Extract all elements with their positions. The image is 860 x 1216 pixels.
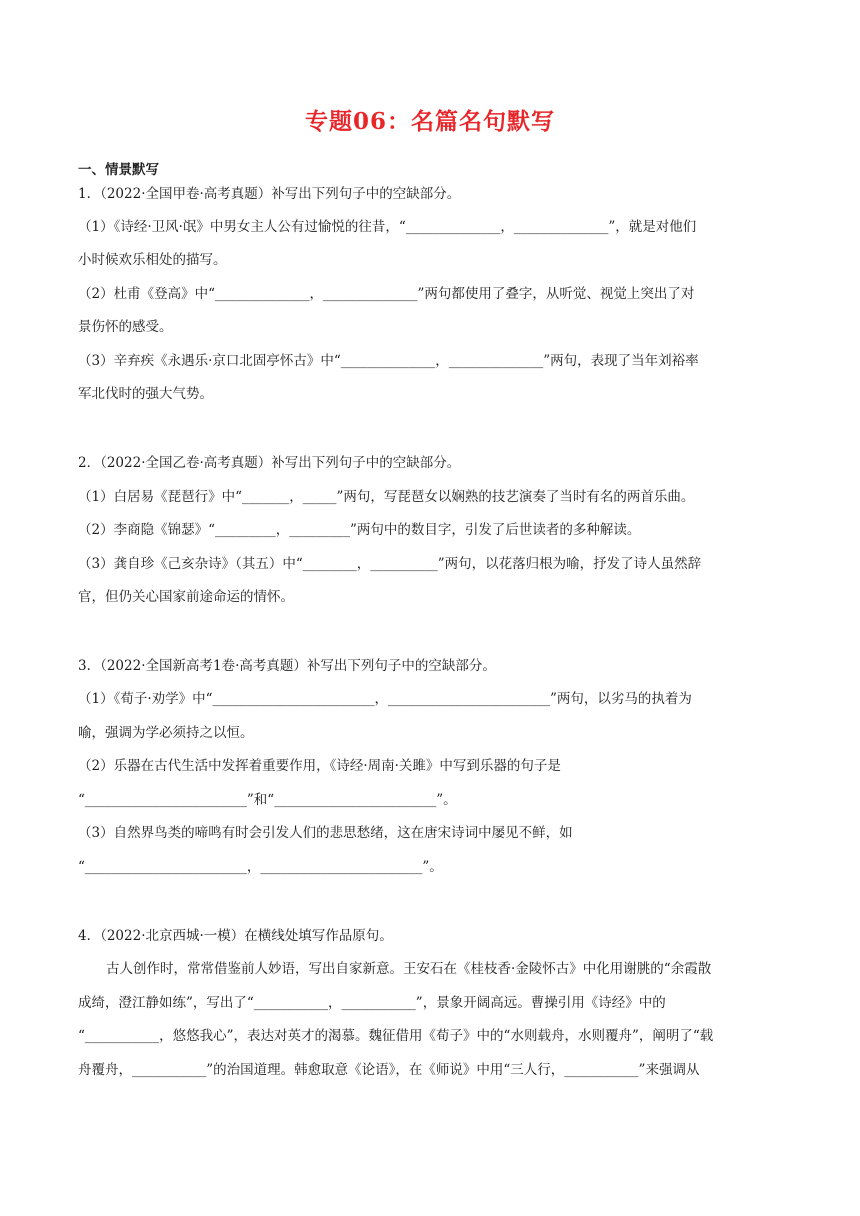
question-1-part-2: （2）杜甫《登高》中“______________，______________”两句都使用了叠字，从听觉、视觉上突出了对 — [78, 286, 695, 302]
question-2-part-2: （2）李商隐《锦瑟》“_________，_________”两句中的数目字，引发了后世读者的多种解读。 — [78, 522, 641, 538]
question-2-part-3: （3）龚自珍《己亥杂诗》（其五）中“________，__________”两句，以花落归根为喻，抒发了诗人虽然辞 — [78, 556, 702, 572]
question-4-passage-line-3: “___________，悠悠我心”，表达对英才的渴慕。魏征借用《荀子》中的“水则载舟，水则覆舟”，阐明了“载 — [78, 1028, 714, 1044]
question-3-part-3: （3）自然界鸟类的啼鸣有时会引发人们的悲思愁绪，这在唐宋诗词中屡见不鲜，如 — [78, 825, 573, 841]
question-1-part-1-cont: 小时候欢乐相处的描写。 — [78, 252, 227, 268]
question-2-heading: 2．（2022·全国乙卷·高考真题）补写出下列句子中的空缺部分。 — [78, 455, 461, 471]
question-4-passage-line-4: 舟覆舟，___________”的治国道理。韩愈取意《论语》，在《师说》中用“三人行，___________”来强调从 — [78, 1062, 700, 1078]
question-1-part-3: （3）辛弃疾《永遇乐·京口北固亭怀古》中“______________，______________”两句，表现了当年刘裕率 — [78, 353, 699, 369]
question-3-heading: 3．（2022·全国新高考1卷·高考真题）补写出下列句子中的空缺部分。 — [78, 658, 496, 674]
question-4-heading: 4．（2022·北京西城·一模）在横线处填写作品原句。 — [78, 928, 393, 944]
document-title: 专题06：名篇名句默写 — [304, 108, 555, 135]
question-1-part-1: （1）《诗经·卫风·氓》中男女主人公有过愉悦的往昔，“______________，______________”，就是对他们 — [78, 219, 697, 235]
question-1-part-2-cont: 景伤怀的感受。 — [78, 319, 173, 335]
question-2-part-3-cont: 官，但仍关心国家前途命运的情怀。 — [78, 589, 294, 605]
question-3-part-3-cont: “________________________，________________________”。 — [78, 859, 443, 875]
question-2-part-1: （1）白居易《琵琶行》中“_______，_____”两句，写琵琶女以娴熟的技艺演奏了当时有名的两首乐曲。 — [78, 489, 695, 505]
question-1-heading: 1．（2022·全国甲卷·高考真题）补写出下列句子中的空缺部分。 — [78, 186, 461, 202]
question-3-part-1-cont: 喻，强调为学必须持之以恒。 — [78, 725, 254, 741]
question-3-part-2-cont: “________________________”和“________________________”。 — [78, 792, 457, 808]
question-4-passage-line-1: 古人创作时，常常借鉴前人妙语，写出自家新意。王安石在《桂枝香·金陵怀古》中化用谢朓的“余霞散 — [106, 961, 712, 977]
question-1-part-3-cont: 军北伐时的强大气势。 — [78, 386, 213, 402]
question-3-part-2: （2）乐器在古代生活中发挥着重要作用，《诗经·周南·关雎》中写到乐器的句子是 — [78, 758, 561, 774]
section-heading: 一、情景默写 — [78, 162, 159, 178]
question-3-part-1: （1）《荀子·劝学》中“________________________，________________________”两句，以劣马的执着为 — [78, 691, 692, 707]
question-4-passage-line-2: 成绮，澄江静如练”，写出了“___________，___________”，景象开阔高远。曹操引用《诗经》中的 — [78, 995, 666, 1011]
